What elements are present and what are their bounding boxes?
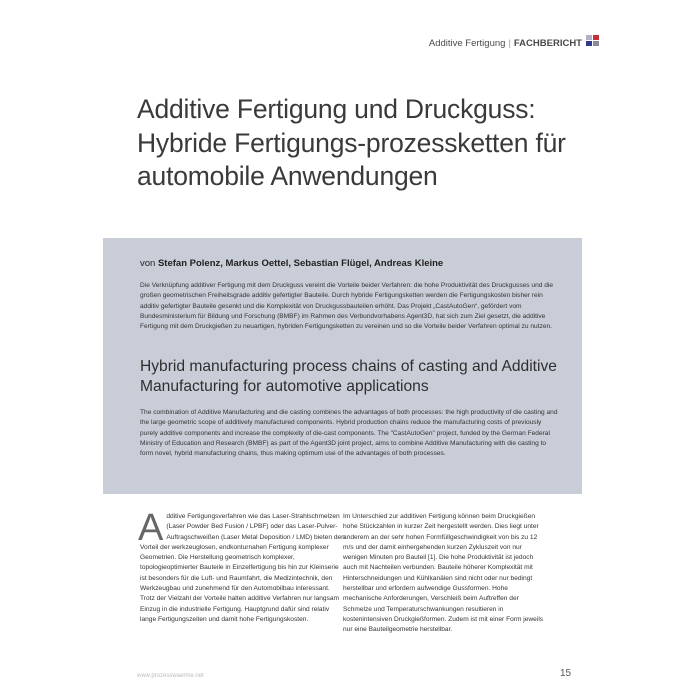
header-section: Additive Fertigung	[428, 38, 506, 49]
footer-url: www.prozesswaerme.net	[137, 673, 204, 679]
drop-cap: A	[138, 507, 164, 549]
body-left-text: dditive Fertigungsverfahren wie das Laser-Strahlschmelzen (Laser Powder Bed Fusion / LPBF) oder das Laser-Pulver-Auftragschweißen (Laser Metal Deposition / LMD) bieten den Vorteil der werkzeuglosen, endkonturnahen Fertigung komplexer Geometrien. Die Herstellung geometrisch komplexer, topologieoptimierter Bauteile in Einzelfertigung bis hin zur Kleinserie ist besonders für die Luft- und Raumfahrt, die Medizintechnik, den Werkzeugbau und zunehmend für den Automobilbau interessant. Trotz der Vielzahl der Vorteile halten additive Verfahren nur langsam Einzug in die industrielle Fertigung. Hauptgrund dafür sind relativ lange Fertigungszeiten und damit hohe Fertigungskosten.	[140, 513, 345, 623]
logo-square-4	[593, 41, 599, 46]
logo-square-3	[586, 41, 592, 46]
page-number: 15	[560, 668, 572, 679]
abstract-german: Die Verknüpfung additiver Fertigung mit dem Druckguss vereint die Vorteile beider Verfahren: die hohe Produktivität des Druckgusses und die großen geometrischen Freiheitsgrade additiv gefertigter Bauteile. Durch hybride Fertigungsketten werden die Fertigungskosten bisher rein additiv gefertigter Bauteile gesenkt und die Komplexität von Druckgussbauteilen erhöht. Das Projekt „CastAutoGen“, gefördert vom Bundesministerium für Bildung und Forschung (BMBF) im Rahmen des Verbundvorhabens Agent3D, hat sich zum Ziel gesetzt, die additive Fertigung mit dem Druckgießen zu neuartigen, hybriden Fertigungsketten zu vereinen und so die Vorteile beider Verfahren optimal zu nutzen.	[140, 282, 554, 331]
author-names: Stefan Polenz, Markus Oettel, Sebastian Flügel, Andreas Kleine	[157, 258, 444, 269]
abstract-english: The combination of Additive Manufacturing and die casting combines the advantages of both processes: the high productivity of die casting and the large geometric scope of additively manufactured components. Hybrid production chains reduce the manufacturing costs of previously purely additive components and increase the complexity of die-cast components. The "CastAutoGen" project, funded by the German Federal Ministry of Education and Research (BMBF) as part of the Agent3D joint project, aims to combine Additive Manufacturing with die casting to form novel, hybrid manufacturing chains, thus making optimum use of the advantages of both processes.	[140, 409, 558, 458]
logo-square-2	[593, 35, 599, 40]
header-category: FACHBERICHT	[513, 38, 582, 49]
author-line	[140, 258, 560, 269]
header-separator: |	[508, 38, 511, 49]
running-header	[429, 38, 582, 49]
author-prefix: von	[140, 258, 156, 269]
article-title: Additive Fertigung und Druckguss: Hybride Fertigungs-prozessketten für automobile Anwendungen	[137, 94, 566, 191]
publisher-logo-icon	[586, 35, 600, 46]
body-column-left	[138, 507, 345, 625]
english-title: Hybrid manufacturing process chains of casting and Additive Manufacturing for automotive applications	[140, 358, 557, 395]
logo-square-1	[586, 35, 592, 40]
body-column-right: Im Unterschied zur additiven Fertigung können beim Druckgießen hohe Stückzahlen in kurzer Zeit hergestellt werden. Dies liegt unter anderem an der sehr hohen Formfüllgeschwindigkeit von bis zu 12 m/s und der damit einhergehenden kurzen Zykluszeit von nur wenigen Minuten pro Bauteil [1]. Die hohe Produktivität ist jedoch auch mit Nachteilen verbunden. Bauteile höherer Komplexität mit Hinterschneidungen und Kühlkanälen sind nicht oder nur bedingt herstellbar und erfordern aufwendige Gussformen. Hohe mechanische Anforderungen, Verschleiß beim Auftreffen der Schmelze und Temperaturschwankungen resultieren in kostenintensiven Druckgießformen. Zudem ist mit einer Form jeweils nur eine Bauteilgeometrie herstellbar.	[343, 513, 544, 634]
